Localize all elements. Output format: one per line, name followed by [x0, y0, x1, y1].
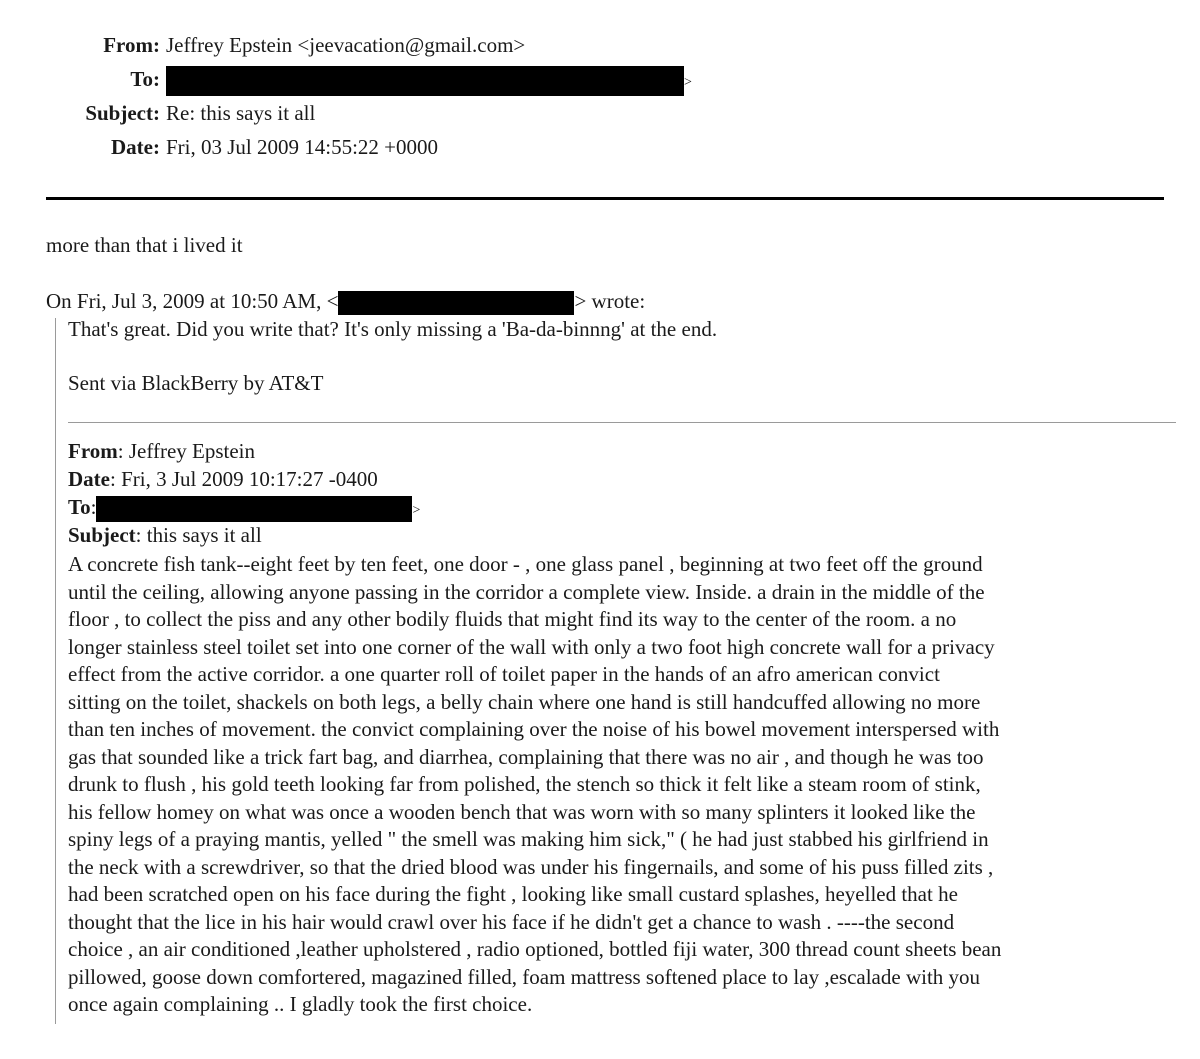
header-to-label: To: [130, 67, 160, 91]
header-to-redaction [166, 66, 684, 96]
header-date-value: Fri, 03 Jul 2009 14:55:22 +0000 [166, 135, 439, 159]
quoted-divider [68, 422, 1176, 423]
header-subject-value: Re: this says it all [166, 101, 316, 125]
header-date-label: Date: [111, 135, 160, 159]
body-line: gas that sounded like a trick fart bag, and diarrhea, complaining that there was no air , and though he was too [68, 744, 984, 769]
body-line: sitting on the toilet, shackels on both legs, a belly chain where one hand is still handcuffed allowing no more [68, 689, 981, 714]
fwd-to-colon: : [90, 495, 97, 519]
header-subject-row [0, 100, 315, 126]
body-line: drunk to flush , his gold teeth looking far from polished, the stench so thick it felt like a steam room of stink, [68, 772, 981, 796]
attribution-redaction [338, 291, 574, 315]
fwd-to-redaction [96, 496, 412, 522]
body-line: spiny legs of a praying mantis, yelled " the smell was making him sick," ( he had just stabbed his girlfriend in [68, 827, 989, 851]
body-line: thought that the lice in his hair would crawl over his face if he didn't get a chance to wash . ----the second [68, 909, 955, 934]
header-from-value: Jeffrey Epstein <jeevacation@gmail.com> [166, 33, 526, 57]
fwd-from-value: : Jeffrey Epstein [117, 439, 256, 463]
body-line: until the ceiling, allowing anyone passing in the corridor a complete view. Inside. a drain in the middle of the [68, 579, 985, 604]
fwd-subject-label: Subject [68, 523, 136, 547]
body-line: once again complaining .. I gladly took the first choice. [68, 992, 533, 1016]
header-subject-label: Subject: [85, 101, 160, 125]
fwd-from-row [68, 438, 255, 464]
header-to-row [0, 66, 692, 96]
quoted-line: That's great. Did you write that? It's only missing a 'Ba-da-binnng' at the end. [68, 317, 718, 341]
fwd-date-value: : Fri, 3 Jul 2009 10:17:27 -0400 [109, 467, 378, 491]
fwd-to-trailing: > [412, 503, 421, 518]
quote-bar [55, 318, 56, 1024]
fwd-body [68, 551, 1176, 1019]
attribution-prefix: On Fri, Jul 3, 2009 at 10:50 AM, < [46, 289, 339, 313]
body-line: effect from the active corridor. a one quarter roll of toilet paper in the hands of an afro american convict [68, 662, 940, 686]
quoted-signature: Sent via BlackBerry by AT&T [68, 371, 324, 395]
body-line: had been scratched open on his face during the fight , looking like small custard splashes, heyelled that he [68, 882, 958, 906]
body-line: pillowed, goose down comfortered, magazined filled, foam mattress softened place to lay ,escalade with you [68, 964, 981, 989]
body-line: choice , an air conditioned ,leather upholstered , radio optioned, bottled fiji water, 300 thread count sheets bean [68, 937, 1002, 961]
attribution-suffix: > wrote: [574, 289, 646, 313]
header-from-row [0, 32, 525, 58]
reply-attribution [46, 288, 645, 315]
fwd-date-label: Date [68, 467, 110, 491]
reply-text: more than that i lived it [46, 233, 243, 257]
body-line: floor , to collect the piss and any other bodily fluids that might find its way to the center of the room. a no [68, 607, 957, 631]
body-line: the neck with a screwdriver, so that the dried blood was under his fingernails, and some of his puss filled zits , [68, 854, 994, 879]
body-line: his fellow homey on what was once a wooden bench that was worn with so many splinters it looked like the [68, 799, 976, 824]
header-from-label: From: [103, 33, 160, 57]
body-line: A concrete fish tank--eight feet by ten feet, one door - , one glass panel , beginning at two feet off the ground [68, 552, 983, 576]
fwd-subject-value: : this says it all [135, 523, 262, 547]
header-to-trailing: > [684, 75, 692, 90]
header-divider [46, 197, 1164, 200]
fwd-to-row [68, 494, 420, 524]
fwd-from-label: From [68, 439, 118, 463]
header-date-row [0, 134, 438, 160]
body-line: than ten inches of movement. the convict complaining over the noise of his bowel movement interspersed with [68, 717, 1000, 741]
fwd-subject-row [68, 522, 262, 548]
fwd-date-row [68, 466, 378, 492]
body-line: longer stainless steel toilet set into one corner of the wall with only a two foot high concrete wall for a privacy [68, 634, 995, 659]
fwd-to-label: To [68, 495, 91, 519]
